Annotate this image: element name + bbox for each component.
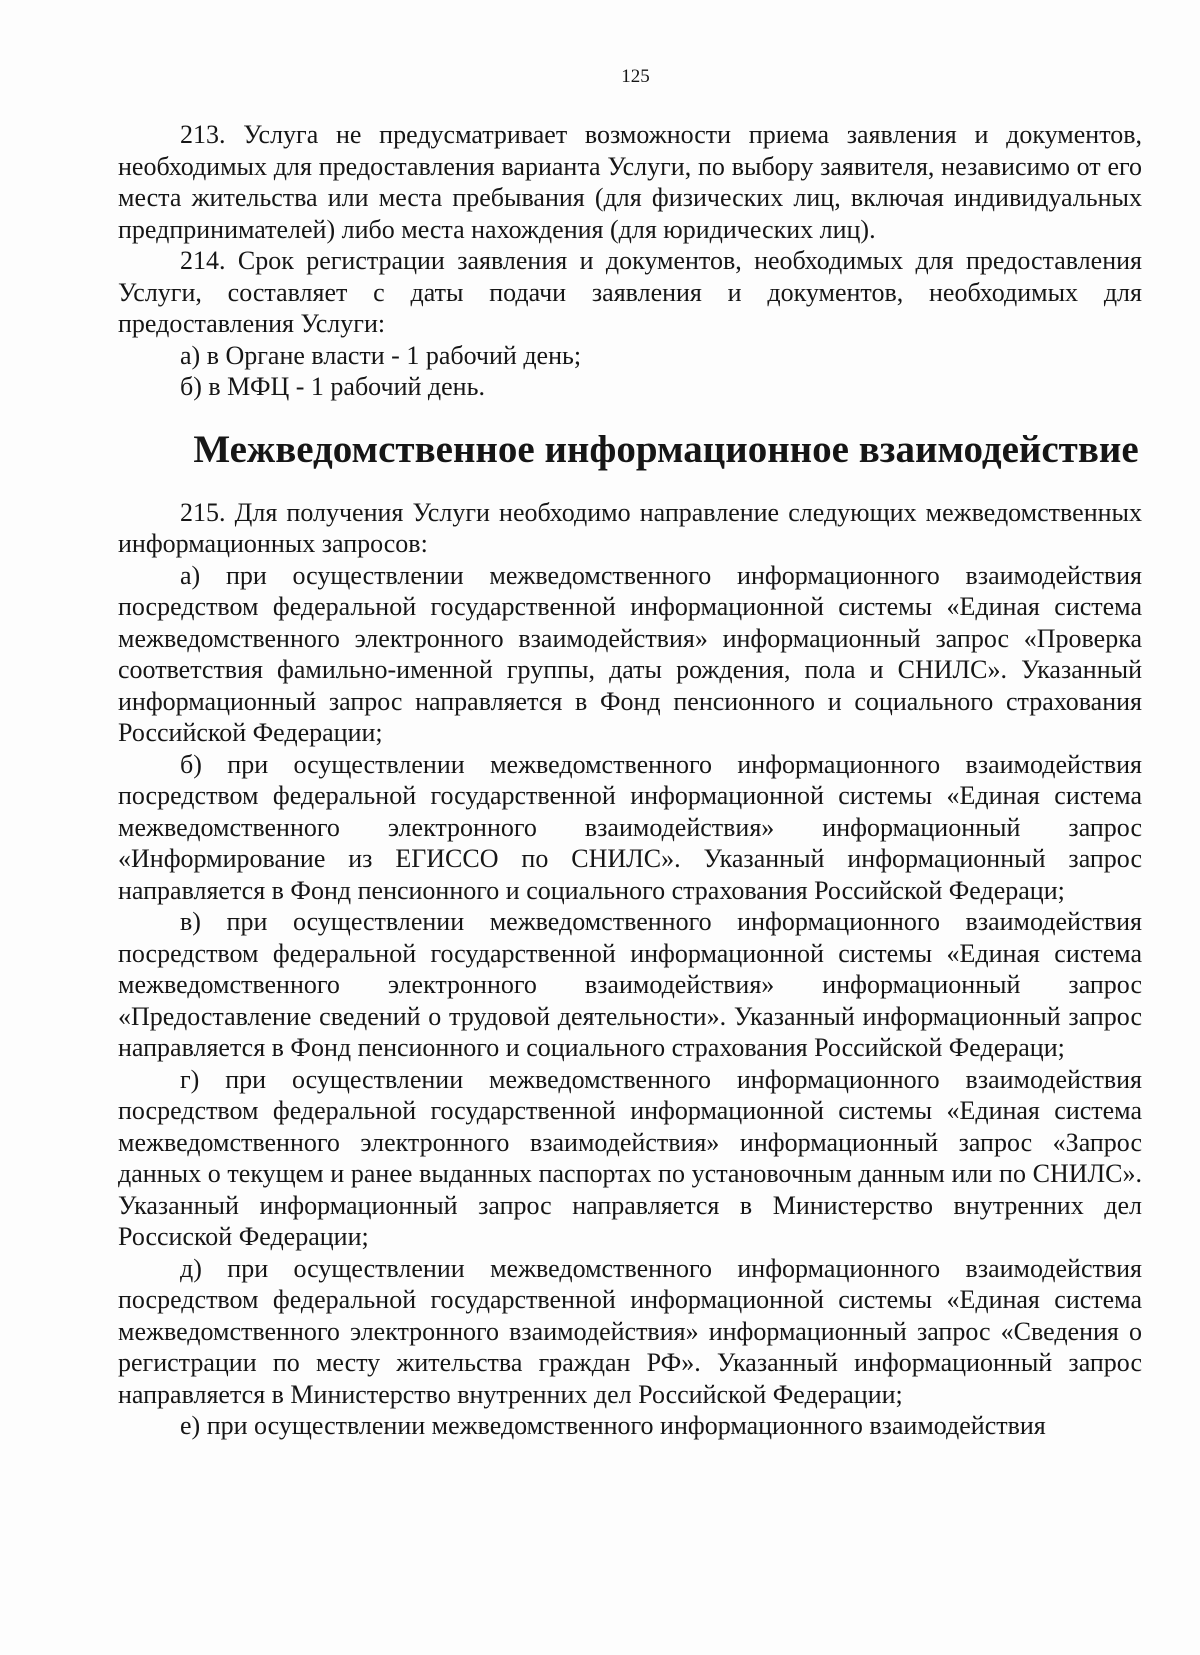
paragraph-215-item-d: д) при осуществлении межведомственного информационного взаимодействия посредством федеральной государственной информационной системы «Единая система межведомственного электронного взаимодействия» информационный запрос «Сведения о регистрации по месту жительства граждан РФ». Указанный информационный запрос направляется в Министерство внутренних дел Российской Федерации; <box>118 1253 1142 1409</box>
paragraph-215: 215. Для получения Услуги необходимо направление следующих межведомственных информационных запросов: <box>118 497 1142 558</box>
paragraph-215-item-v: в) при осуществлении межведомственного информационного взаимодействия посредством федеральной государственной информационной системы «Единая система межведомственного электронного взаимодействия» информационный запрос «Предоставление сведений о трудовой деятельности». Указанный информационный запрос направляется в Фонд пенсионного и социального страхования Российской Федераци; <box>118 907 1142 1062</box>
page-number: 125 <box>621 66 650 87</box>
paragraph-214-item-b: б) в МФЦ - 1 рабочий день. <box>180 372 485 401</box>
section-heading: Межведомственное информационное взаимодействие <box>193 427 1139 471</box>
paragraph-215-item-e: е) при осуществлении межведомственного информационного взаимодействия <box>180 1411 1046 1440</box>
paragraph-215-item-g: г) при осуществлении межведомственного информационного взаимодействия посредством федеральной государственной информационной системы «Единая система межведомственного электронного взаимодействия» информационный запрос «Запрос данных о текущем и ранее выданных паспортах по установочным данным или по СНИЛС». Указанный информационный запрос направляется в Министерство внутренних дел Россиской Федерации; <box>118 1064 1142 1251</box>
document-body <box>118 119 1142 1442</box>
paragraph-215-item-b: б) при осуществлении межведомственного информационного взаимодействия посредством федеральной государственной информационной системы «Единая система межведомственного электронного взаимодействия» информационный запрос «Информирование из ЕГИССО по СНИЛС». Указанный информационный запрос направляется в Фонд пенсионного и социального страхования Российской Федераци; <box>118 749 1142 905</box>
paragraph-213: 213. Услуга не предусматривает возможности приема заявления и документов, необходимых для предоставления варианта Услуги, по выбору заявителя, независимо от его места жительства или места пребывания (для физических лиц, включая индивидуальных предпринимателей) либо места нахождения (для юридических лиц). <box>118 120 1142 244</box>
paragraph-214-item-a: а) в Органе власти - 1 рабочий день; <box>180 340 582 370</box>
paragraph-215-item-a: а) при осуществлении межведомственного информационного взаимодействия посредством федеральной государственной информационной системы «Единая система межведомственного электронного взаимодействия» информационный запрос «Проверка соответствия фамильно-именной группы, даты рождения, пола и СНИЛС». Указанный информационный запрос направляется в Фонд пенсионного и социального страхования Российской Федерации; <box>118 560 1142 747</box>
paragraph-214: 214. Срок регистрации заявления и документов, необходимых для предоставления Услуги, составляет с даты подачи заявления и документов, необходимых для предоставления Услуги: <box>118 246 1142 338</box>
